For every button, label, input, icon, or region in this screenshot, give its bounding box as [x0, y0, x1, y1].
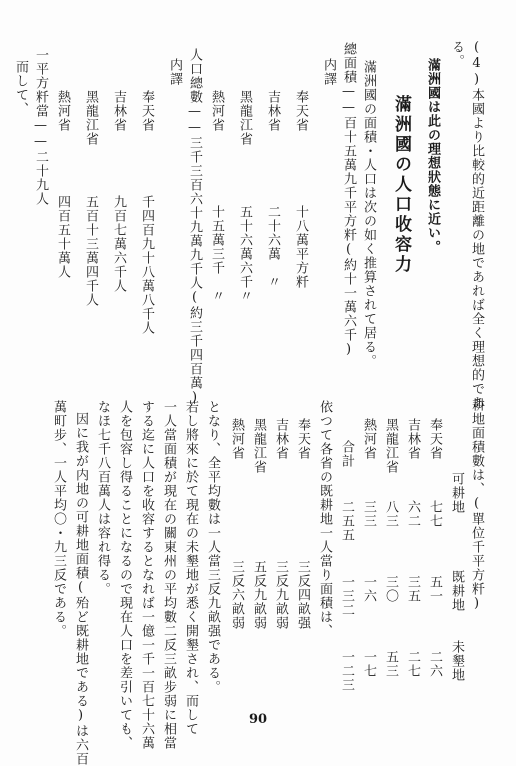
- paragraph-line: する迄に人口を收容するとなれば一億一千一百七十六萬: [139, 400, 154, 750]
- column-header: 既耕地: [449, 570, 464, 612]
- province-name: 吉林省: [111, 90, 126, 132]
- table-cell: 一三二: [339, 575, 354, 617]
- per-person-value: 三反六畝弱: [229, 560, 244, 630]
- table-cell: 一七: [361, 650, 376, 678]
- section-heading: 滿洲國の人口收容力: [391, 95, 411, 275]
- province-name: 奉天省: [293, 90, 308, 132]
- table-cell: 六二: [405, 500, 420, 528]
- table-cell: 五三: [383, 650, 398, 678]
- province-population: 四百五十萬人: [55, 195, 70, 279]
- intro-line-2: る。: [449, 40, 464, 68]
- table-cell: 一六: [361, 575, 376, 603]
- column-header: 可耕地: [449, 472, 464, 514]
- province-name: 奉天省: [139, 90, 154, 132]
- per-person-name: 奉天省: [295, 418, 310, 460]
- total-population-line: 人口總數——三千三百六十九萬九千人(約三千四百萬): [187, 48, 202, 406]
- intro-line-1: (4)本國より比較的近距離の地であれば全く理想的であ: [469, 40, 484, 410]
- province-area: 十八萬平方粁: [293, 205, 308, 289]
- paragraph-line: 人を包容し得ることになるので現在人口を差引いても、: [117, 400, 132, 750]
- province-name: 熱河省: [55, 90, 70, 132]
- table-cell: 三三: [361, 500, 376, 528]
- paragraph-line: となり、全平均數は一人當三反九畝强である。: [205, 400, 220, 694]
- paragraph-line: なほ七千八百萬人は容れ得る。: [95, 400, 110, 596]
- table-row-name: 奉天省: [427, 418, 442, 460]
- table-row-name: 黑龍江省: [383, 418, 398, 474]
- intro-line-3: 滿洲國は此の理想狀態に近い。: [425, 58, 440, 254]
- province-area: 十五萬三千 〃: [209, 205, 224, 303]
- province-name: 熱河省: [209, 90, 224, 132]
- table-row-name-total: 合計: [339, 440, 354, 468]
- table-row-name: 熱河省: [361, 418, 376, 460]
- per-person-value: 五反九畝弱: [251, 560, 266, 630]
- farmland-intro: 耕地面積數は、(單位千平方粁): [469, 398, 484, 612]
- per-person-name: 吉林省: [273, 418, 288, 460]
- per-person-value: 三反九畝弱: [273, 560, 288, 630]
- table-cell: 三五: [405, 575, 420, 603]
- province-name: 黑龍江省: [83, 90, 98, 146]
- table-cell: 七七: [427, 500, 442, 528]
- paragraph-area-intro: 滿洲國の面積・人口は次の如く推算されて居る。: [361, 60, 376, 368]
- per-person-name: 熱河省: [229, 418, 244, 460]
- table-cell: 二六: [427, 650, 442, 678]
- province-name: 黑龍江省: [237, 90, 252, 146]
- table-row-name: 吉林省: [405, 418, 420, 460]
- breakdown-label: 内譯: [167, 58, 182, 86]
- province-population: 千四百九十八萬八千人: [139, 195, 154, 335]
- table-cell: 五一: [427, 575, 442, 603]
- table-cell: 二七: [405, 650, 420, 678]
- province-name: 吉林省: [265, 90, 280, 132]
- per-person-value: 三反四畝强: [295, 560, 310, 630]
- province-population: 五百十三萬四千人: [83, 195, 98, 307]
- paragraph-line: 若し將來に於て現在の未墾地が悉く開墾され、而して: [183, 400, 198, 736]
- density-line-continuation: 而して、: [13, 60, 28, 116]
- breakdown-label: 内譯: [321, 58, 336, 86]
- column-header: 未墾地: [449, 640, 464, 682]
- density-line: 一平方粁當——二十九人: [33, 48, 48, 206]
- per-person-name: 黑龍江省: [251, 418, 266, 474]
- table-cell: 八三: [383, 500, 398, 528]
- paragraph-line: 因に我が内地の可耕地面積(殆ど既耕地である)は六百: [73, 412, 88, 766]
- page-number: 90: [248, 712, 268, 727]
- table-cell: 三〇: [383, 575, 398, 603]
- table-cell: 二五五: [339, 500, 354, 542]
- table-cell: 一二三: [339, 650, 354, 692]
- per-person-intro: 依つて各省の既耕地一人當り面積は、: [317, 400, 332, 638]
- total-area-line: 總面積——百十五萬九千平方粁(約十一萬六千): [341, 42, 356, 358]
- paragraph-line: 萬町步、一人平均〇・九三反である。: [51, 400, 66, 638]
- province-population: 九百七萬六千人: [111, 195, 126, 293]
- province-area: 五十六萬六千〃: [237, 205, 252, 303]
- paragraph-line: 一人當面積が現在の關東州の平均數二反三畝步弱に相當: [161, 400, 176, 750]
- province-area: 二十六萬 〃: [265, 205, 280, 289]
